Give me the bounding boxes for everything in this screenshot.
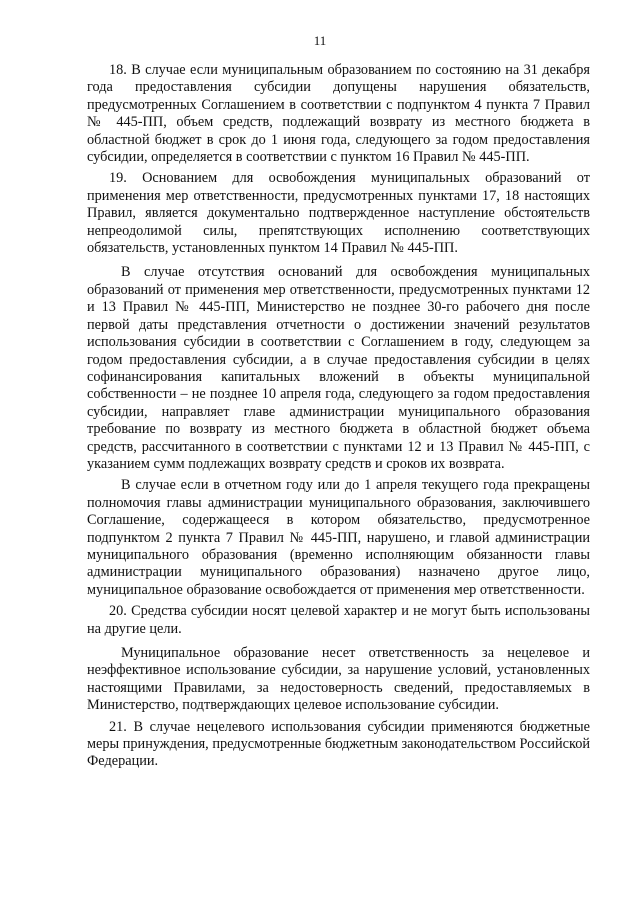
- paragraph-19-powers-terminated: В случае если в отчетном году или до 1 апреля текущего года прекращены полномочия главы администрации муниципального образования, заключившего Соглашение, содержащееся в котором обязательство, предусмотренное подпунктом 2 пункта 7 Правил № 445-ПП, нарушено, и главой администрации муниципального образования (временно исполняющим обязанности главы администрации муниципального образования) назначено другое лицо, муниципальное образование освобождается от применения мер ответственности.: [87, 477, 590, 598]
- document-body: [87, 62, 590, 771]
- paragraph-19-exemption-absence: В случае отсутствия оснований для освобождения муниципальных образований от применения мер ответственности, предусмотренных пунктами 12 и 13 Правил № 445-ПП, Министерство не позднее 30-го рабочего дня после первой даты представления отчетности о достижении значений результатов использования субсидии в соответствии с Соглашением в году, следующем за годом предоставления субсидии, а в случае предоставления субсидии в целях софинансирования капитальных вложений в объекты муниципальной собственности – не позднее 10 апреля года, следующего за годом предоставления субсидии, направляет главе администрации муниципального образования требование по возврату из местного бюджета в областной бюджет объема средств, рассчитанного в соответствии с пунктами 12 и 13 Правил № 445-ПП, с указанием сумм подлежащих возврату средств и сроков их возврата.: [87, 264, 590, 472]
- paragraph-20: 20. Средства субсидии носят целевой характер и не могут быть использованы на другие цели.: [87, 603, 590, 637]
- page-number: 11: [313, 33, 327, 48]
- paragraph-19: 19. Основанием для освобождения муниципальных образований от применения мер ответственности, предусмотренных пунктами 17, 18 настоящих Правил, является документально подтвержденное наступление обстоятельств непреодолимой силы, препятствующих исполнению соответствующих обязательств, установленных пунктом 14 Правил № 445-ПП.: [87, 170, 590, 257]
- paragraph-21: 21. В случае нецелевого использования субсидии применяются бюджетные меры принуждения, предусмотренные бюджетным законодательством Российской Федерации.: [87, 718, 590, 770]
- paragraph-20-responsibility: Муниципальное образование несет ответственность за нецелевое и неэффективное использование субсидии, за нарушение условий, установленных настоящими Правилами, за недостоверность сведений, предоставляемых в Министерство, подтверждающих целевое использование субсидии.: [87, 645, 590, 714]
- paragraph-18: 18. В случае если муниципальным образованием по состоянию на 31 декабря года предоставления субсидии допущены нарушения обязательств, предусмотренных Соглашением в соответствии с подпунктом 4 пункта 7 Правил № 445-ПП, объем средств, подлежащий возврату из местного бюджета в областной бюджет в срок до 1 июня года, следующего за годом предоставления субсидии, определяется в соответствии с пунктом 16 Правил № 445-ПП.: [87, 62, 590, 166]
